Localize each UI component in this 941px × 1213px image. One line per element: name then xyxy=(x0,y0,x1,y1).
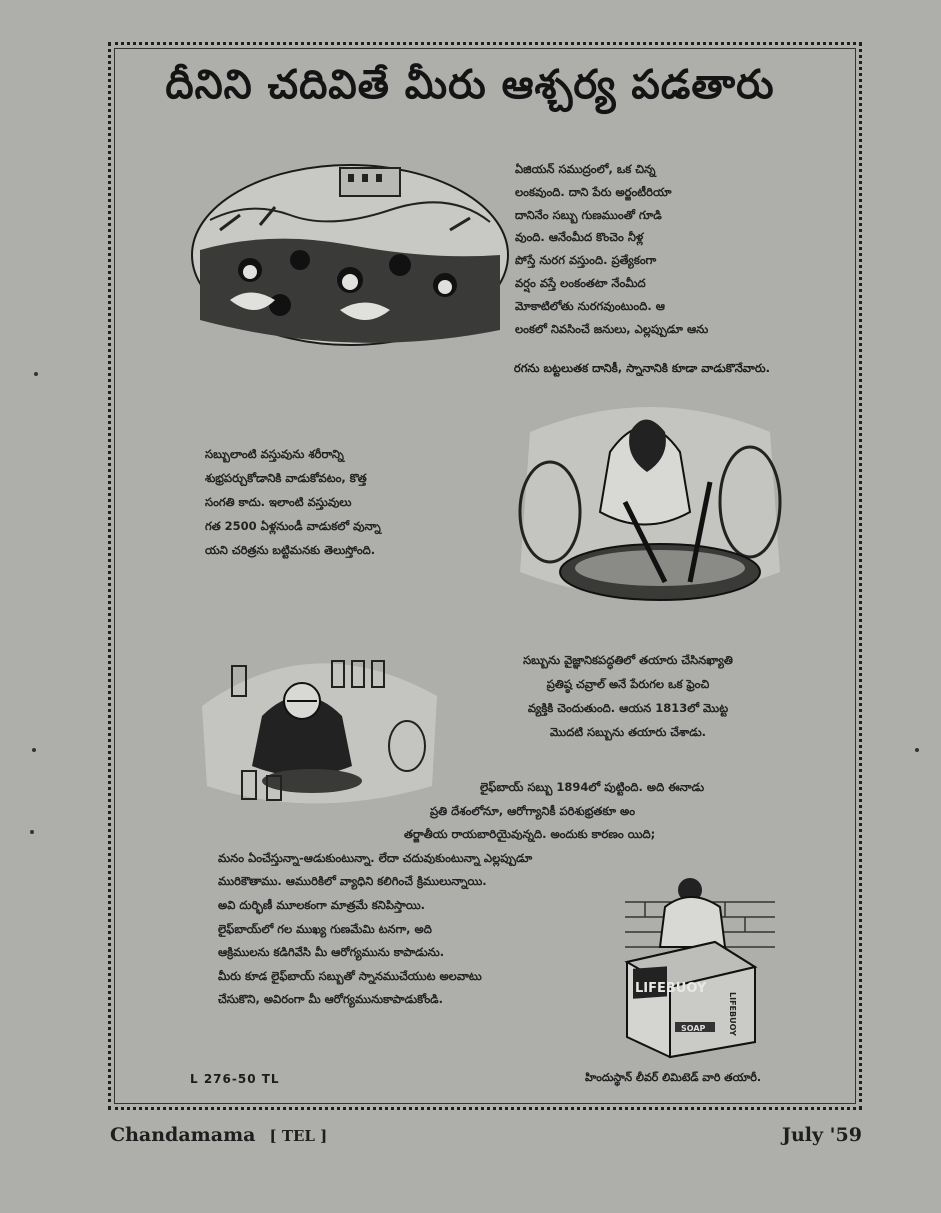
footer-date: July '59 xyxy=(782,1124,862,1146)
scientific-soap-paragraph: సబ్బును వైజ్ఞానికపద్ధతిలో తయారు చేసినఖ్యాతి ప్రతిష్ఠ చవ్రాల్ అనే పేరుగల ఒక ఫ్రెంచి వ్యక్తికి చెందుతుంది. ఆయన 1813లో మొట్ట మొదటి సబ్బును తయారు చేశాడు. xyxy=(523,653,733,739)
manufacturer-credit: హిందుస్థాన్ లీవర్ లిమిటెడ్ వారి తయారీ. xyxy=(585,1071,762,1084)
lifebuoy-soap-illustration xyxy=(615,872,780,1062)
lifebuoy-paragraph: లైఫ్‌బాయ్ సబ్బు 1894లో పుట్టింది. అది ఈనాడు ప్రతి దేశంలోనూ, ఆరోగ్యానికీ పరిశుభ్రతకూ అం తర్జాతీయ రాయబారియైవున్నది. అందుకు కారణం యిది; మనం ఏంచేస్తున్నా-ఆడుకుంటున్నా. లేదా చదువుకుంటున్నా ఎల్లప్పుడూ మురికౌతాము. ఆమురికిలో వ్యాధిని కలిగించే క్రిములున్నాయి. అవి దుర్భిణీ మూలకంగా మాత్రమే కనిపిస్తాయి. లైఫ్‌బాయ్‌లో గల ముఖ్య గుణమేమి టనగా, అది ఆక్రిములను కడిగివేసి మీ ఆరోగ్యమును కాపాడును. మీరు కూడ లైఫ్‌బాయ్ సబ్బుతో స్నానముచేయుట అలవాటు చేసుకొని, అవిరంగా మీ ఆరోగ్యమునుకాపాడుకోండి. xyxy=(218,780,705,1007)
intro-paragraph-last-line: రగను బట్టలుతక దానికీ, స్నానానికి కూడా వాడుకొనేవారు. xyxy=(513,361,770,375)
soap-brand-text: LIFEBUOY xyxy=(635,981,707,996)
ancient-soapmaker-illustration xyxy=(510,392,785,612)
footer-magazine xyxy=(110,1124,327,1146)
magazine-name: Chandamama xyxy=(110,1124,256,1146)
language-tag: [ TEL ] xyxy=(269,1127,328,1145)
intro-paragraph: ఏజియన్ సముద్రంలో, ఒక చిన్న లంకవుంది. దాని పేరు అర్జంటీరియా దానినేం సబ్బు గుణముంతో గూడి వుంది. ఆనేంమీద కొంచెం నీళ్ల పోస్తే నురగ వస్తుంది. ప్రత్యేకంగా వర్షం వస్తే లంకంతటా నేంమీద మోకాటిలోతు నురగవుంటుంది. ఆ లంకలో నివసించే జనులు, ఎల్లప్పుడూ ఆను xyxy=(515,162,709,336)
page-title: దీనిని చదివితే మీరు ఆశ్చర్య పడతారు xyxy=(165,62,775,108)
soap-side-text: LIFEBUOY xyxy=(728,992,737,1036)
island-crowd-illustration xyxy=(190,160,510,350)
history-paragraph: సబ్బులాంటి వస్తువును శరీరాన్ని శుభ్రపర్చుకోడానికి వాడుకోవటం, కొత్త సంగతి కాదు. ఇలాంటి వస్తువులు గత 2500 ఏళ్లనుండీ వాడుకలో వున్నా యని చరిత్రను బట్టిమనకు తెలుస్తోంది. xyxy=(205,447,381,557)
ad-code: L 276-50 TL xyxy=(190,1072,280,1086)
soap-label-text: SOAP xyxy=(681,1024,706,1033)
